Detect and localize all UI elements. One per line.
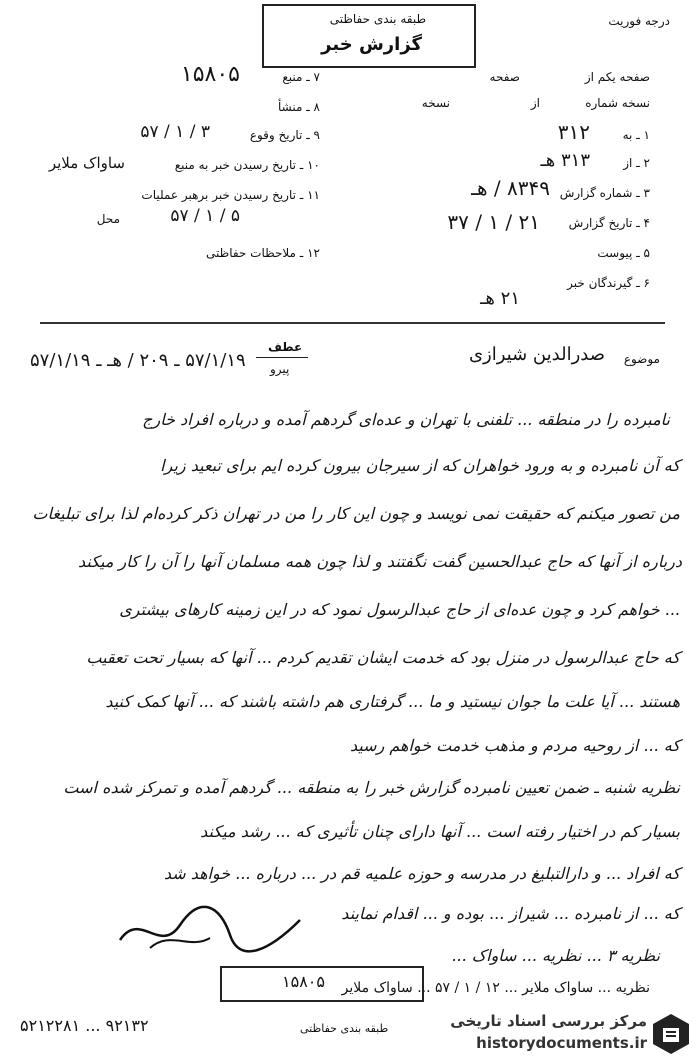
field-report-number: ۳ ـ شماره گزارش	[559, 186, 650, 200]
field-copy-suffix: نسخه	[421, 96, 450, 110]
field-report-date: ۴ ـ تاریخ گزارش	[568, 216, 650, 230]
field-location: محل	[96, 212, 120, 226]
divider	[40, 322, 665, 324]
body-line: که آن نامبرده و به ورود خواهران که از سیرجان بیرون کرده ایم برای تبعید زیرا	[160, 456, 680, 475]
field-to-value: ۳۱۲	[557, 120, 590, 144]
watermark	[420, 1008, 695, 1060]
field-report-number-value: ۸۳۴۹ / هـ	[471, 176, 550, 200]
body-line: نامبرده را در منطقه ... تلفنی با تهران و عده‌ای گردهم آمده و درباره افراد خارج	[142, 410, 670, 429]
signature	[110, 900, 310, 960]
footer-numbers: ۹۲۱۳۲ ... ۵۲۱۲۲۸۱	[20, 1016, 149, 1035]
watermark-url: historydocuments.ir	[476, 1034, 647, 1052]
field-from: ۲ ـ از	[623, 156, 650, 170]
subject-label: موضوع	[623, 352, 660, 366]
field-date-event: ۹ ـ تاریخ وقوع	[249, 128, 320, 142]
field-report-date-value: ۲۱ / ۱ / ۳۷	[447, 210, 540, 234]
field-location-value: ۵ / ۱ / ۵۷	[170, 206, 240, 226]
classification-label: طبقه بندی حفاظتی	[329, 12, 426, 26]
atf-label: عطف	[268, 340, 303, 354]
field-to: ۱ ـ به	[622, 128, 650, 142]
footer-line: نظریه ... ساواک ملایر ... ۱۲ / ۱ / ۵۷ ... ساواک ملایر	[341, 980, 650, 996]
field-source-value: ۱۵۸۰۵	[180, 62, 240, 87]
stamp	[220, 966, 424, 1002]
reference-value: ۵۷/۱/۱۹ ـ ۲۰۹ / هـ ـ ۵۷/۱/۱۹	[30, 350, 246, 371]
field-page: صفحه یکم از	[584, 70, 650, 84]
field-date-event-value: ۳ / ۱ / ۵۷	[140, 122, 210, 142]
field-copy-mid: از	[530, 96, 540, 110]
stamp-number: ۱۵۸۰۵	[282, 972, 325, 991]
watermark-title: مرکز بررسی اسناد تاریخی	[450, 1012, 647, 1030]
comment-line: که افراد ... و دارالتبلیغ در مدرسه و حوزه علمیه قم در ... درباره ... خواهد شد	[163, 864, 680, 883]
field-security-notes: ۱۲ ـ ملاحظات حفاظتی	[206, 246, 320, 260]
comment-line: بسیار کم در اختیار رفته است ... آنها دارای چنان تأثیری که ... رشد میکند	[200, 822, 680, 841]
field-origin: ۸ ـ منشأ	[277, 100, 320, 114]
left-fields	[40, 62, 320, 310]
subject-value: صدرالدین شیرازی	[468, 344, 605, 365]
field-from-value: ۳۱۳ هـ	[540, 150, 590, 171]
body-line: که حاج عبدالرسول در منزل بود که خدمت ایشان تقدیم کردم ... آنها که بسیار تحت تعقیب	[86, 648, 680, 667]
atf-rule	[256, 357, 308, 358]
body-line: درباره از آنها که حاج عبدالحسین گفت نگفتند و لذا چون همه مسلمان آنها را آن را کار میکند	[77, 552, 682, 571]
priority-label: درجه فوریت	[608, 14, 670, 28]
field-date-operation: ۱۱ ـ تاریخ رسیدن خبر برهبر عملیات	[141, 188, 320, 202]
report-type-label: گزارش خبر	[321, 34, 422, 55]
classification-bottom: طبقه بندی حفاظتی	[300, 1022, 389, 1035]
piro-label: پیرو	[270, 362, 290, 376]
field-page-suffix: صفحه	[489, 70, 520, 84]
field-attachment: ۵ ـ پیوست	[597, 246, 650, 260]
field-date-received: ۱۰ ـ تاریخ رسیدن خبر به منبع	[174, 158, 320, 172]
body-line: من تصور میکنم که حقیقت نمی نویسد و چون این کار را من در تهران ذکر کرده‌ام لذا برای تبلیغات	[32, 504, 680, 523]
field-copy: نسخه شماره	[585, 96, 650, 110]
comment-line: که ... از نامبرده ... شیراز ... بوده و ... اقدام نمایند	[341, 904, 680, 923]
field-recipients: ۶ ـ گیرندگان خبر	[567, 276, 650, 290]
comment-line: نظریه شنبه ـ ضمن تعیین نامبرده گزارش خبر را به منطقه ... گردهم آمده و تمرکز شده است	[63, 778, 680, 797]
body-line: که ... از روحیه مردم و مذهب خدمت خواهم رسید	[349, 736, 680, 755]
archive-logo-icon	[651, 1012, 691, 1056]
classification-box	[262, 4, 476, 68]
comment-line: نظریه ۳ ... نظریه ... ساواک ...	[451, 946, 660, 965]
field-date-received-value: ساواک ملایر	[48, 154, 125, 172]
body-line: هستند ... آیا علت ما جوان نیستید و ما ... گرفتاری هم داشته باشند که ... آنها کمک کنید	[105, 692, 680, 711]
body-line: ... خواهم کرد و چون عده‌ای از حاج عبدالرسول نمود که در این زمینه کارهای بیشتری	[119, 600, 680, 619]
field-recipients-value: ۲۱ هـ	[480, 288, 520, 309]
right-fields	[380, 70, 670, 310]
field-source: ۷ ـ منبع	[282, 70, 320, 84]
